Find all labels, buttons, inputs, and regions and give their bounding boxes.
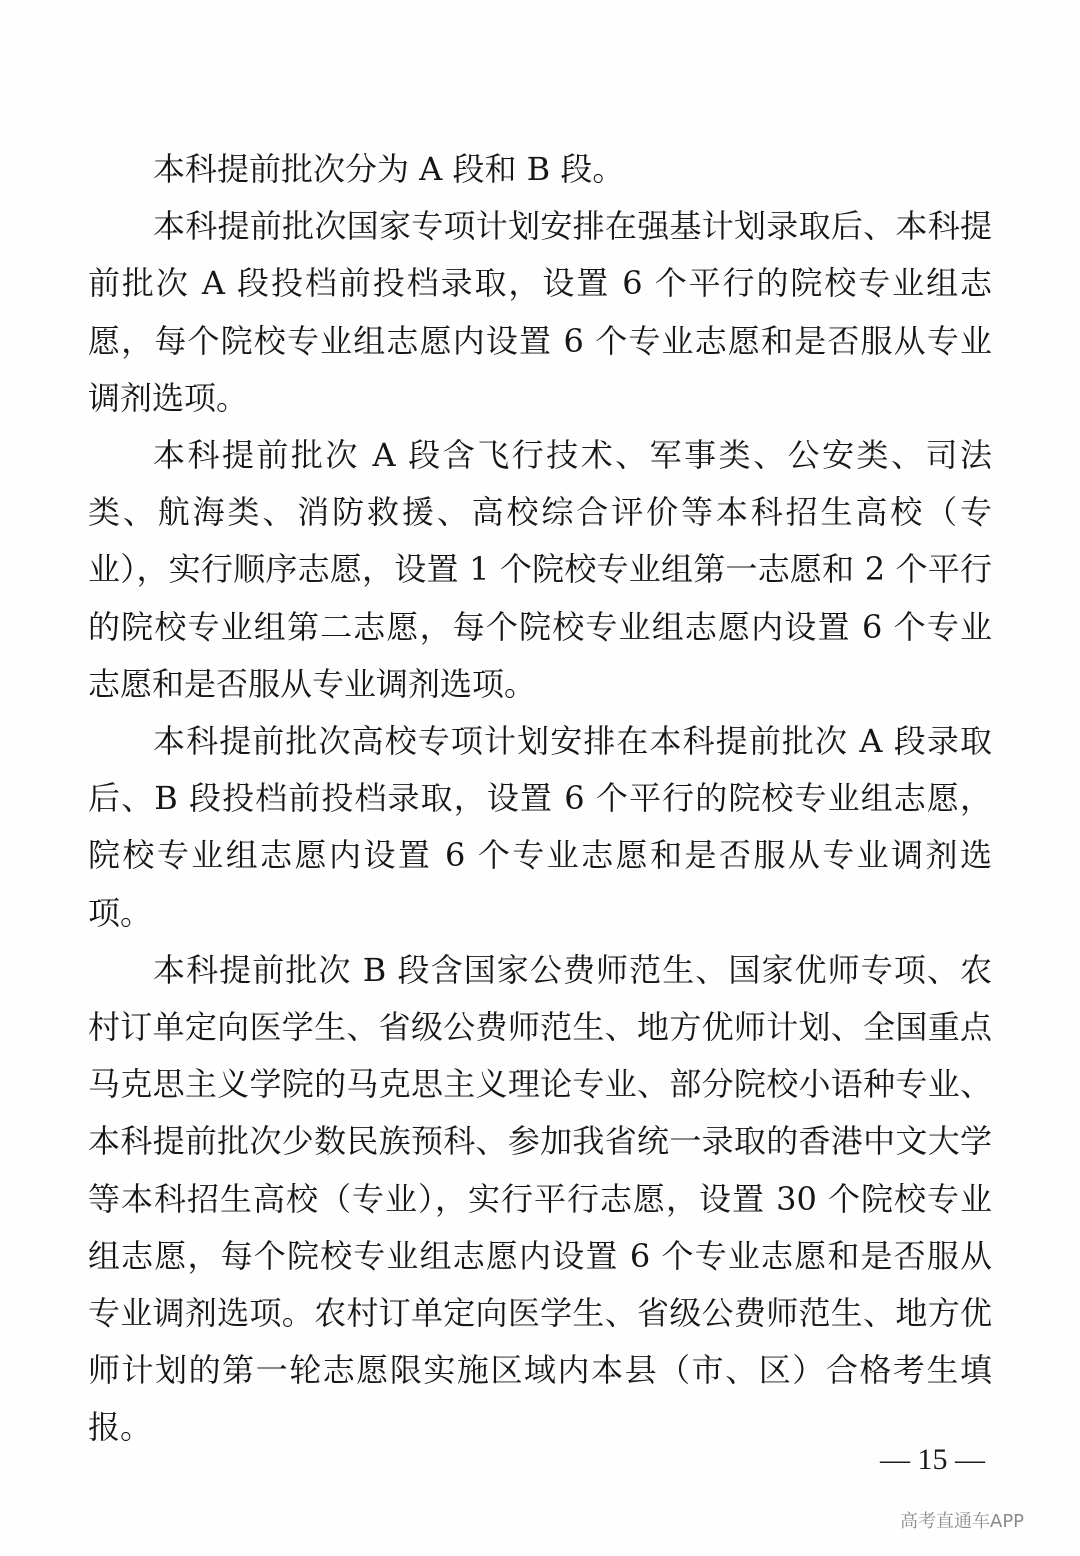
- paragraph-segment-b: 本科提前批次 B 段含国家公费师范生、国家优师专项、农村订单定向医学生、省级公费师范生、地方优师计划、全国重点马克思主义学院的马克思主义理论专业、部分院校小语种专业、本科提前批次少数民族预科、参加我省统一录取的香港中文大学等本科招生高校（专业），实行平行志愿，设置 30 个院校专业组志愿，每个院校专业组志愿内设置 6 个专业志愿和是否服从专业调剂选项。农村订单定向医学生、省级公费师范生、地方优师计划的第一轮志愿限实施区域内本县（市、区）合格考生填报。: [88, 950, 992, 1447]
- document-body: [88, 141, 992, 1457]
- paragraph-national-special-plan: 本科提前批次国家专项计划安排在强基计划录取后、本科提前批次 A 段投档前投档录取，设置 6 个平行的院校专业组志愿，每个院校专业组志愿内设置 6 个专业志愿和是否服从专业调剂选项。: [88, 207, 992, 417]
- page-number: — 15 —: [880, 1443, 985, 1476]
- watermark-text: 高考直通车APP: [900, 1511, 1025, 1532]
- paragraph-university-special-plan: 本科提前批次高校专项计划安排在本科提前批次 A 段录取后、B 段投档前投档录取，设置 6 个平行的院校专业组志愿，院校专业组志愿内设置 6 个专业志愿和是否服从专业调剂选项。: [88, 722, 992, 932]
- paragraph-batch-segments: 本科提前批次分为 A 段和 B 段。: [153, 150, 625, 188]
- paragraph-segment-a: 本科提前批次 A 段含飞行技术、军事类、公安类、司法类、航海类、消防救援、高校综合评价等本科招生高校（专业），实行顺序志愿，设置 1 个院校专业组第一志愿和 2 个平行的院校专业组第二志愿，每个院校专业组志愿内设置 6 个专业志愿和是否服从专业调剂选项。: [88, 436, 992, 703]
